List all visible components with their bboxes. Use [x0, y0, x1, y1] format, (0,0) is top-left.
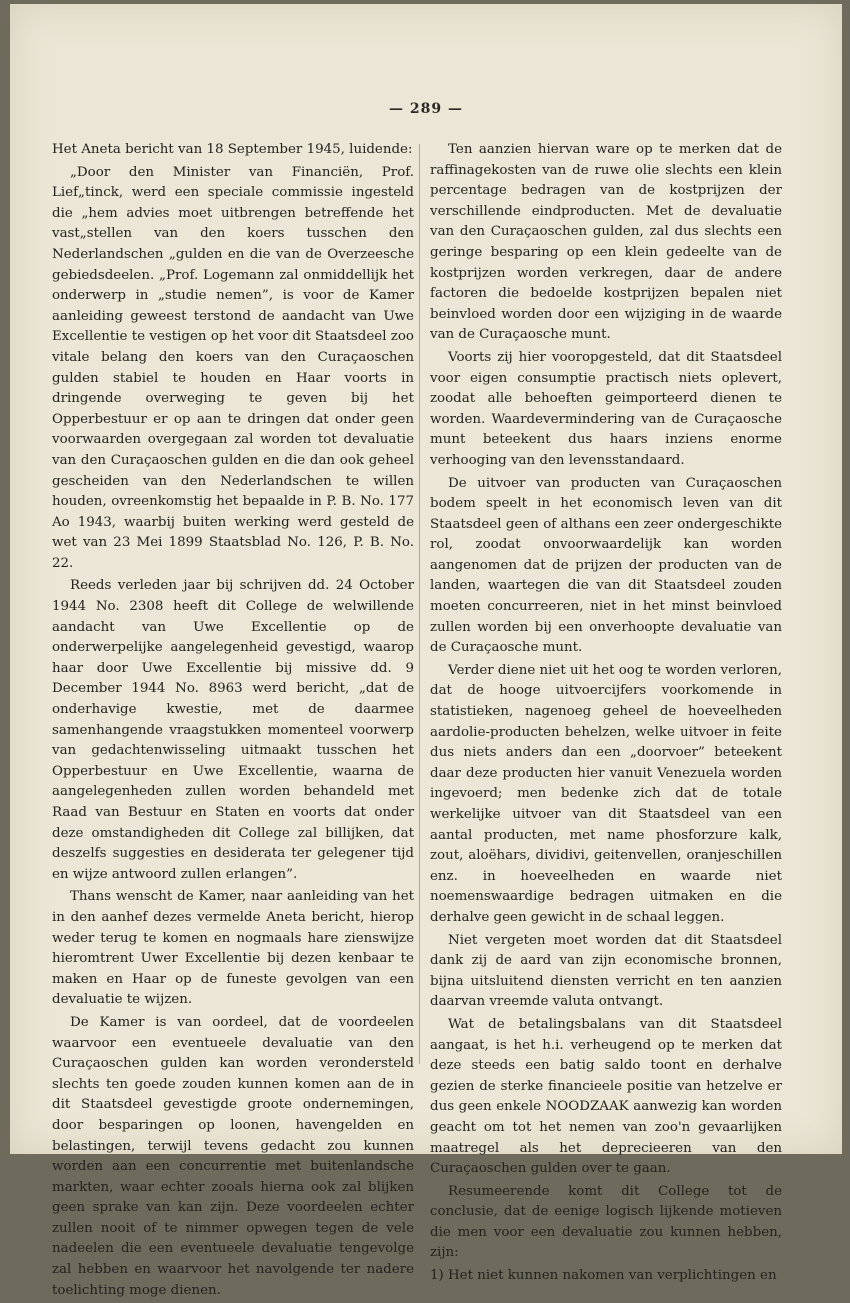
paragraph: „Door den Minister van Financiën, Prof. Lief„tinck, werd een speciale commissie ingesteld die „hem advies moet uitbrengen betreffende het vast„stellen van den koers tusschen den Nederlandschen „gulden en die van de Overzeesche gebiedsdeelen. „Prof. Logemann zal onmiddellijk het onderwerp in „studie nemen”, is voor de Kamer aanleiding geweest terstond de aandacht van Uwe Excellentie te vestigen op het voor dit Staatsdeel zoo vitale belang den koers van den Curaçaoschen gulden stabiel te houden en Haar voorts in dringende overweging te geven bij het Opperbestuur er op aan te dringen dat onder geen voorwaarden overgegaan zal worden tot devaluatie van den Curaçaoschen gulden en die dan ook geheel gescheiden van den Nederlandschen te willen houden, ovreenkomstig het bepaalde in P. B. No. 177 Ao 1943, waarbij buiten werking werd gesteld de wet van 23 Mei 1899 Staatsblad No. 126, P. B. No. 22.: [52, 164, 414, 571]
paragraph: Niet vergeten moet worden dat dit Staatsdeel dank zij de aard van zijn economische bronnen, bijna uitsluitend diensten verricht en ten aanzien daarvan vreemde valuta ontvangt.: [430, 932, 782, 1010]
paragraph: Resumeerende komt dit College tot de conclusie, dat de eenige logisch lijkende motieven die men voor een devaluatie zou kunnen hebben, zijn:: [430, 1183, 782, 1261]
paragraph: Thans wenscht de Kamer, naar aanleiding van het in den aanhef dezes vermelde Aneta bericht, hierop weder terug te komen en nogmaals hare zienswijze hieromtrent Uwer Excellentie bij dezen kenbaar te maken en Haar op de funeste gevolgen van een devaluatie te wijzen.: [52, 889, 414, 1008]
paragraph: Het Aneta bericht van 18 September 1945, luidende:: [52, 142, 413, 157]
column-divider: [419, 144, 420, 1064]
paragraph: De uitvoer van producten van Curaçaoschen bodem speelt in het economisch leven van dit Staatsdeel geen of althans een zeer ondergeschikte rol, zoodat onvoorwaardelijk kan worden aangenomen dat de prijzen der producten van de landen, waartegen die van dit Staatsdeel zouden moeten concurreeren, niet in het minst beinvloed zullen worden bij een onverhoopte devaluatie van de Curaçaosche munt.: [430, 475, 782, 656]
paragraph: De Kamer is van oordeel, dat de voordeelen waarvoor een eventueele devaluatie van den Curaçaoschen gulden kan worden verondersteld slechts ten goede zouden kunnen komen aan de in dit Staatsdeel gevestigde groote ondernemingen, door besparingen op loonen, havengelden en belastingen, terwijl tevens gedacht zou kunnen worden aan een concurrentie met buitenlandsche markten, waar echter zooals hierna ook zal blijken geen sprake van kan zijn. Deze voordeelen echter zullen nooit of te nimmer opwegen tegen de vele nadeelen die een eventueele devaluatie tengevolge zal hebben en waarvoor het navolgende ter nadere toelichting moge dienen.: [52, 1014, 414, 1298]
paragraph: Ten aanzien hiervan ware op te merken dat de raffinagekosten van de ruwe olie slechts een klein percentage bedragen van de kostprijzen der verschillende eindproducten. Met de devaluatie van den Curaçaoschen gulden, zal dus slechts een geringe besparing op een klein gedeelte van de kostprijzen worden verkregen, daar de andere factoren die bedoelde kostprijzen bepalen niet beinvloed worden door een wijziging in de waarde van de Curaçaosche munt.: [430, 142, 782, 343]
document-page: [10, 4, 842, 1298]
page-number: — 289 —: [389, 101, 463, 117]
paragraph: Voorts zij hier vooropgesteld, dat dit Staatsdeel voor eigen consumptie practisch niets oplevert, zoodat alle behoeften geimporteerd dienen te worden. Waardevermindering van de Curaçaosche munt beteekent dus haars inziens enorme verhooging van den levensstandaard.: [430, 349, 782, 468]
paragraph: Wat de betalingsbalans van dit Staatsdeel aangaat, is het h.i. verheugend op te merken dat deze steeds een batig saldo toont en derhalve gezien de sterke financieele positie van hetzelve er dus geen enkele NOODZAAK aanwezig kan worden geacht om tot het nemen van zoo'n gevaarlijken maatregel als het deprecieeren van den Curaçaoschen gulden over te gaan.: [430, 1016, 782, 1177]
right-column: [430, 140, 782, 1289]
paragraph: Reeds verleden jaar bij schrijven dd. 24 October 1944 No. 2308 heeft dit College de welwillende aandacht van Uwe Excellentie op de onderwerpelijke aangelegenheid gevestigd, waarop haar door Uwe Excellentie bij missive dd. 9 December 1944 No. 8963 werd bericht, „dat de onderhavige kwestie, met de daarmee samenhangende vraagstukken momenteel voorwerp van gedachtenwisseling uitmaakt tusschen het Opperbestuur en Uwe Excellentie, waarna de aangelegenheden zullen worden behandeld met Raad van Bestuur en Staten en voorts dat onder deze omstandigheden dit College zal billijken, dat deszelfs suggesties en desiderata ter gelegener tijd en wijze antwoord zullen erlangen”.: [52, 578, 414, 882]
paragraph: Verder diene niet uit het oog te worden verloren, dat de hooge uitvoercijfers voorkomende in statistieken, nagenoeg geheel de hoeveelheden aardolie-producten behelzen, welke uitvoer in feite dus niets anders dan een „doorvoer” beteekent daar deze producten hier vanuit Venezuela worden ingevoerd; men bedenke zich dat de totale werkelijke uitvoer van dit Staatsdeel van een aantal producten, met name phosforzure kalk, zout, aloëhars, dividivi, geitenvellen, oranjeschillen enz. in hoeveelheden en waarde niet noemenswaardige bedragen uitmaken en die derhalve geen gewicht in de schaal leggen.: [430, 662, 782, 925]
left-column: [52, 140, 414, 1303]
list-item: 1) Het niet kunnen nakomen van verplichtingen en: [430, 1268, 777, 1284]
